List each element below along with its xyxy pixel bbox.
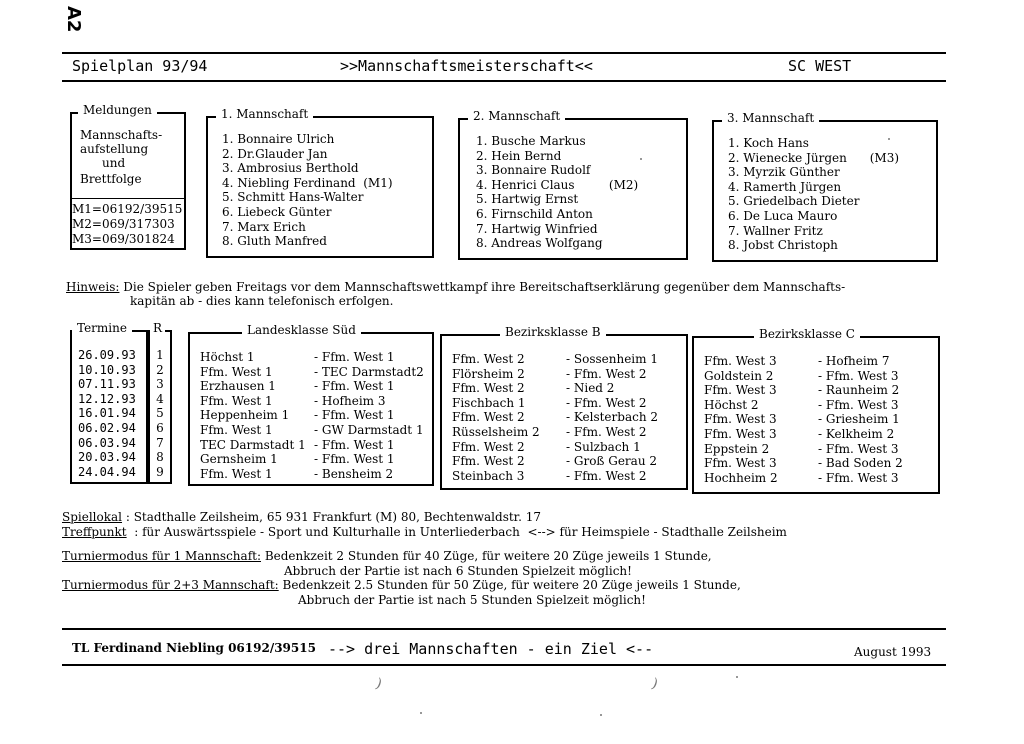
away-team: - Ffm. West 2 [566, 395, 647, 410]
round-row: 5 [156, 406, 164, 421]
home-team: Ffm. West 3 [704, 412, 777, 427]
away-team: - Hofheim 3 [314, 393, 386, 408]
round-row: 1 [156, 348, 164, 362]
hinweis-text-1: Die Spieler geben Freitags vor dem Mannschaftswettkampf ihre Bereitschaftserklärung gegenüber dem Mannschafts- [119, 280, 846, 294]
meldungen-box [70, 103, 186, 250]
home-team: Goldstein 2 [704, 368, 774, 383]
round-row: 2 [156, 362, 164, 377]
round-row: 7 [156, 435, 164, 450]
away-team: - GW Darmstadt 1 [314, 422, 424, 437]
footer-bottom-rule [62, 664, 946, 666]
round-label: R [150, 321, 165, 335]
home-team: Ffm. West 3 [704, 456, 777, 471]
team-2-label: 2. Mannschaft [468, 109, 565, 123]
away-team: - Kelkheim 2 [818, 426, 895, 441]
round-row: 8 [156, 450, 164, 465]
page-label: A2 [63, 6, 84, 33]
player-row: 2. Hein Bernd [476, 148, 562, 163]
treffpunkt-label: Treffpunkt [62, 524, 127, 539]
player-row: 2. Wienecke Jürgen (M3) [728, 150, 900, 165]
league-bezirksklasse-b-away [566, 352, 658, 483]
spiellokal-label: Spiellokal [62, 510, 123, 524]
hinweis-label: Hinweis: [66, 280, 120, 294]
date-row: 07.11.93 [78, 377, 136, 392]
round-row: 9 [156, 464, 164, 479]
home-team: Heppenheim 1 [200, 408, 290, 423]
away-team: - Groß Gerau 2 [566, 454, 658, 469]
player-row: 5. Griedelbach Dieter [728, 194, 860, 209]
player-row: 4. Henrici Claus (M2) [476, 177, 639, 192]
player-row: 8. Andreas Wolfgang [476, 236, 603, 251]
home-team: Ffm. West 1 [200, 393, 273, 408]
termine-label: Termine [72, 321, 132, 335]
away-team: - Bad Soden 2 [818, 456, 903, 471]
turnier23-text-2: Abbruch der Partie ist nach 5 Stunden Spielzeit möglich! [298, 592, 646, 607]
home-team: Ffm. West 3 [704, 354, 777, 368]
away-team: - Ffm. West 1 [314, 379, 395, 394]
treffpunkt-text: : für Auswärtsspiele - Sport und Kulturhalle in Unterliederbach <--> für Heimspiele - Stadthalle Zeilsheim [126, 524, 787, 539]
player-row: 7. Hartwig Winfried [476, 221, 598, 236]
player-row: 6. Liebeck Günter [222, 204, 332, 219]
player-row: 8. Gluth Manfred [222, 234, 327, 249]
meldungen-line: Brettfolge [80, 172, 142, 186]
date-list [78, 348, 136, 479]
turnier23-text: Bedenkzeit 2.5 Stunden für 50 Züge, für weitere 20 Züge jeweils 1 Stunde, [278, 578, 741, 593]
home-team: Gernsheim 1 [200, 452, 278, 467]
home-team: TEC Darmstadt 1 [200, 437, 306, 452]
home-team: Ffm. West 2 [452, 381, 525, 396]
league-bezirksklasse-c-box [692, 327, 940, 494]
home-team: Ffm. West 2 [452, 352, 525, 366]
home-team: Eppstein 2 [704, 441, 770, 456]
player-row: 1. Koch Hans [728, 136, 809, 150]
round-row: 6 [156, 420, 164, 435]
league-bezirksklasse-b-box [440, 325, 688, 490]
round-row: 3 [156, 377, 164, 392]
away-team: - Ffm. West 1 [314, 408, 395, 423]
date-row: 06.02.94 [78, 420, 136, 435]
home-team: Höchst 2 [704, 397, 759, 412]
away-team: - Sulzbach 1 [566, 439, 641, 454]
player-row: 3. Myrzik Günther [728, 165, 840, 180]
home-team: Ffm. West 2 [452, 454, 525, 469]
home-team: Höchst 1 [200, 350, 255, 364]
team-1-players [222, 132, 393, 249]
away-team: - Hofheim 7 [818, 354, 890, 368]
hinweis-text-2: kapitän ab - dies kann telefonisch erfolgen. [130, 294, 394, 308]
league-landesklasse-box [188, 323, 434, 486]
player-row: 5. Schmitt Hans-Walter [222, 190, 364, 205]
away-team: - Ffm. West 3 [818, 368, 899, 383]
home-team: Flörsheim 2 [452, 366, 525, 381]
home-team: Ffm. West 2 [452, 410, 525, 425]
away-team: - Bensheim 2 [314, 466, 394, 481]
team-3-players [728, 136, 899, 253]
schedule-title: Spielplan 93/94 [72, 57, 208, 75]
player-row: 7. Marx Erich [222, 219, 306, 234]
player-row: 3. Ambrosius Berthold [222, 161, 359, 176]
footer-date: August 1993 [854, 645, 932, 659]
team-1-label: 1. Mannschaft [216, 107, 313, 121]
away-team: - Griesheim 1 [818, 412, 900, 427]
phone-m2: M2=069/317303 [72, 217, 175, 231]
team-2-box [458, 109, 688, 260]
club-name: SC WEST [788, 57, 852, 75]
home-team: Rüsselsheim 2 [452, 424, 540, 439]
home-team: Ffm. West 3 [704, 383, 777, 398]
home-team: Fischbach 1 [452, 395, 526, 410]
round-list [150, 348, 170, 479]
away-team: - Ffm. West 1 [314, 452, 395, 467]
date-row: 26.09.93 [78, 348, 136, 362]
home-team: Steinbach 3 [452, 468, 525, 483]
scan-mark-icon: ) [649, 675, 661, 693]
away-team: - Nied 2 [566, 381, 615, 396]
date-row: 12.12.93 [78, 391, 136, 406]
info-block [62, 510, 942, 608]
date-row: 20.03.94 [78, 450, 136, 465]
date-row: 16.01.94 [78, 406, 136, 421]
home-team: Hochheim 2 [704, 470, 778, 485]
player-row: 5. Hartwig Ernst [476, 192, 579, 207]
meldungen-divider [72, 198, 184, 199]
footer-slogan: --> drei Mannschaften - ein Ziel <-- [328, 640, 654, 658]
date-row: 24.04.94 [78, 464, 136, 479]
away-team: - Ffm. West 3 [818, 441, 899, 456]
player-row: 2. Dr.Glauder Jan [222, 146, 328, 161]
dates-box [70, 321, 148, 484]
player-row: 4. Ramerth Jürgen [728, 179, 842, 194]
team-2-players [476, 134, 638, 251]
turnier1-label: Turniermodus für 1 Mannschaft: [62, 549, 261, 564]
header-top-rule [62, 52, 946, 54]
player-row: 6. Firnschild Anton [476, 206, 593, 221]
meldungen-label: Meldungen [78, 103, 157, 117]
phone-m3: M3=069/301824 [72, 232, 175, 246]
team-3-box [712, 111, 938, 262]
player-row: 8. Jobst Christoph [728, 238, 838, 253]
away-team: - Sossenheim 1 [566, 352, 658, 366]
meldungen-line: aufstellung [80, 142, 149, 156]
away-team: - Ffm. West 1 [314, 437, 395, 452]
home-team: Erzhausen 1 [200, 379, 276, 394]
home-team: Ffm. West 3 [704, 426, 777, 441]
away-team: - Ffm. West 1 [314, 350, 395, 364]
meldungen-line: und [102, 156, 126, 170]
date-row: 10.10.93 [78, 362, 136, 377]
header-bottom-rule [62, 80, 946, 82]
league-bezirksklasse-c-home [704, 354, 778, 485]
player-row: 6. De Luca Mauro [728, 208, 838, 223]
away-team: - TEC Darmstadt2 [314, 364, 424, 379]
scan-dot-icon [420, 712, 422, 714]
player-row: 1. Busche Markus [476, 134, 586, 148]
away-team: - Ffm. West 3 [818, 397, 899, 412]
away-team: - Kelsterbach 2 [566, 410, 659, 425]
league-bezirksklasse-c-label: Bezirksklasse C [754, 327, 860, 341]
away-team: - Ffm. West 2 [566, 468, 647, 483]
scan-dot-icon [888, 138, 890, 140]
footer-top-rule [62, 628, 946, 630]
meldungen-line: Mannschafts- [80, 128, 163, 142]
team-3-label: 3. Mannschaft [722, 111, 819, 125]
footer-tl: TL Ferdinand Niebling 06192/39515 [72, 641, 316, 655]
rounds-box [148, 321, 172, 484]
home-team: Ffm. West 1 [200, 364, 273, 379]
phone-m1: M1=06192/39515 [72, 202, 183, 216]
championship-title: >>Mannschaftsmeisterschaft<< [340, 57, 593, 75]
league-landesklasse-away [314, 350, 424, 481]
league-landesklasse-home [200, 350, 306, 481]
round-row: 4 [156, 391, 164, 406]
turnier1-text: Bedenkzeit 2 Stunden für 40 Züge, für weitere 20 Züge jeweils 1 Stunde, [261, 549, 712, 564]
team-1-box [206, 107, 434, 258]
home-team: Ffm. West 2 [452, 439, 525, 454]
scan-mark-icon: ) [373, 675, 385, 693]
player-row: 7. Wallner Fritz [728, 223, 823, 238]
away-team: - Ffm. West 2 [566, 424, 647, 439]
league-bezirksklasse-c-away [818, 354, 903, 485]
turnier1-text-2: Abbruch der Partie ist nach 6 Stunden Spielzeit möglich! [284, 563, 632, 578]
spiellokal-text: : Stadthalle Zeilsheim, 65 931 Frankfurt (M) 80, Bechtenwaldstr. 17 [122, 510, 542, 524]
date-row: 06.03.94 [78, 435, 136, 450]
scan-dot-icon [640, 158, 642, 160]
league-bezirksklasse-b-home [452, 352, 540, 483]
hinweis-note [66, 280, 946, 308]
away-team: - Raunheim 2 [818, 383, 900, 398]
league-landesklasse-label: Landesklasse Süd [242, 323, 361, 337]
scan-dot-icon [600, 714, 602, 716]
player-row: 1. Bonnaire Ulrich [222, 132, 335, 146]
player-row: 4. Niebling Ferdinand (M1) [222, 175, 393, 190]
league-bezirksklasse-b-label: Bezirksklasse B [500, 325, 606, 339]
away-team: - Ffm. West 3 [818, 470, 899, 485]
scan-dot-icon [736, 676, 738, 678]
player-row: 3. Bonnaire Rudolf [476, 163, 591, 178]
away-team: - Ffm. West 2 [566, 366, 647, 381]
turnier23-label: Turniermodus für 2+3 Mannschaft: [62, 578, 279, 593]
home-team: Ffm. West 1 [200, 422, 273, 437]
home-team: Ffm. West 1 [200, 466, 273, 481]
